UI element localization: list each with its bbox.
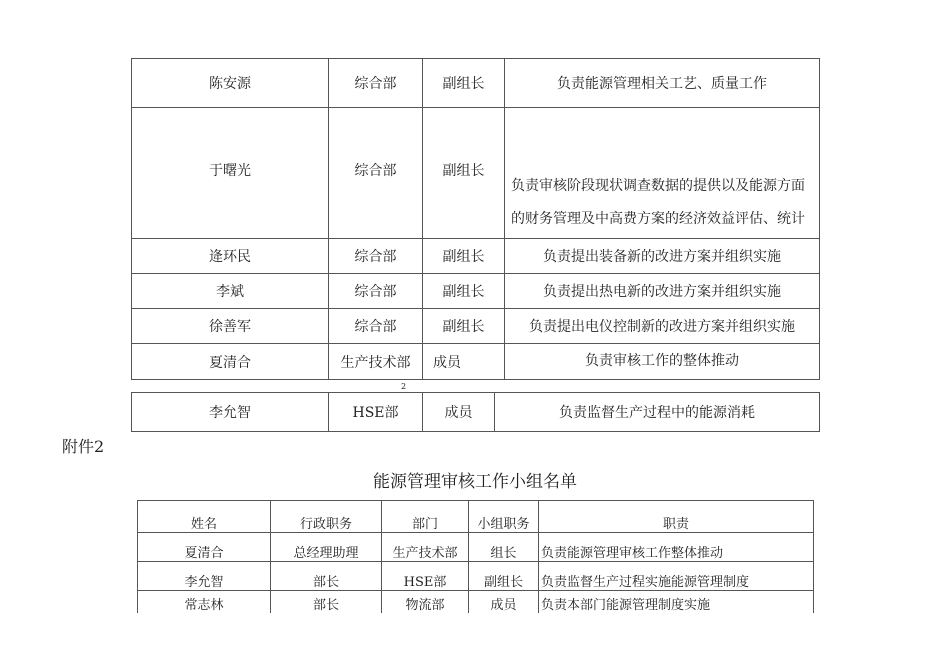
row-name: 常志林 [138, 591, 271, 614]
header-duty: 职责 [539, 501, 814, 533]
member-role: 成员 [423, 393, 495, 432]
row-dept: 物流部 [382, 591, 469, 614]
row-dept: HSE部 [382, 562, 469, 591]
member-name: 夏清合 [132, 344, 329, 380]
row-duty: 负责监督生产过程实施能源管理制度 [539, 562, 814, 591]
member-duty: 负责提出电仪控制新的改进方案并组织实施 [505, 309, 820, 344]
table-row [132, 59, 820, 108]
member-name: 陈安源 [132, 59, 329, 108]
row-admin-position: 总经理助理 [271, 533, 382, 562]
member-role: 副组长 [423, 309, 505, 344]
row-name: 夏清合 [138, 533, 271, 562]
member-name: 李允智 [132, 393, 329, 432]
table-row [132, 108, 820, 239]
member-name: 逄环民 [132, 239, 329, 274]
row-duty: 负责本部门能源管理制度实施 [539, 591, 814, 614]
upper-member-table [131, 58, 820, 380]
table-row [138, 533, 814, 562]
header-admin-position: 行政职务 [271, 501, 382, 533]
member-dept: 生产技术部 [329, 344, 423, 380]
member-dept: 综合部 [329, 309, 423, 344]
member-duty: 负责提出装备新的改进方案并组织实施 [505, 239, 820, 274]
table-row [132, 309, 820, 344]
table-row [138, 591, 814, 614]
member-dept: 综合部 [329, 239, 423, 274]
table-header-row [138, 501, 814, 533]
table-row [132, 393, 820, 432]
member-duty: 负责监督生产过程中的能源消耗 [495, 393, 820, 432]
row-admin-position: 部长 [271, 562, 382, 591]
member-name: 李斌 [132, 274, 329, 309]
row-dept: 生产技术部 [382, 533, 469, 562]
header-group-role: 小组职务 [469, 501, 539, 533]
member-dept: 综合部 [329, 59, 423, 108]
member-role: 副组长 [423, 108, 505, 239]
row-duty: 负责能源管理审核工作整体推动 [539, 533, 814, 562]
table-row [132, 274, 820, 309]
member-name: 徐善军 [132, 309, 329, 344]
member-role: 副组长 [423, 59, 505, 108]
member-duty: 负责审核阶段现状调查数据的提供以及能源方面的财务管理及中高费方案的经济效益评估、统计 [505, 108, 820, 239]
member-role: 副组长 [423, 274, 505, 309]
member-dept: HSE部 [329, 393, 423, 432]
row-group-role: 副组长 [469, 562, 539, 591]
member-duty: 负责审核工作的整体推动 [505, 344, 820, 380]
member-name: 于曙光 [132, 108, 329, 239]
header-dept: 部门 [382, 501, 469, 533]
member-role: 成员 [423, 344, 505, 380]
table-row [138, 562, 814, 591]
member-duty: 负责能源管理相关工艺、质量工作 [505, 59, 820, 108]
page-number: 2 [401, 382, 407, 391]
member-role: 副组长 [423, 239, 505, 274]
table-row [132, 239, 820, 274]
row-group-role: 组长 [469, 533, 539, 562]
row-group-role: 成员 [469, 591, 539, 614]
member-dept: 综合部 [329, 108, 423, 239]
row-admin-position: 部长 [271, 591, 382, 614]
appendix-label: 附件2 [62, 437, 105, 456]
table-row [132, 344, 820, 380]
audit-team-table [137, 500, 814, 613]
member-dept: 综合部 [329, 274, 423, 309]
row-name: 李允智 [138, 562, 271, 591]
member-duty: 负责提出热电新的改进方案并组织实施 [505, 274, 820, 309]
continued-member-table [131, 392, 820, 432]
list-title: 能源管理审核工作小组名单 [373, 472, 577, 492]
header-name: 姓名 [138, 501, 271, 533]
